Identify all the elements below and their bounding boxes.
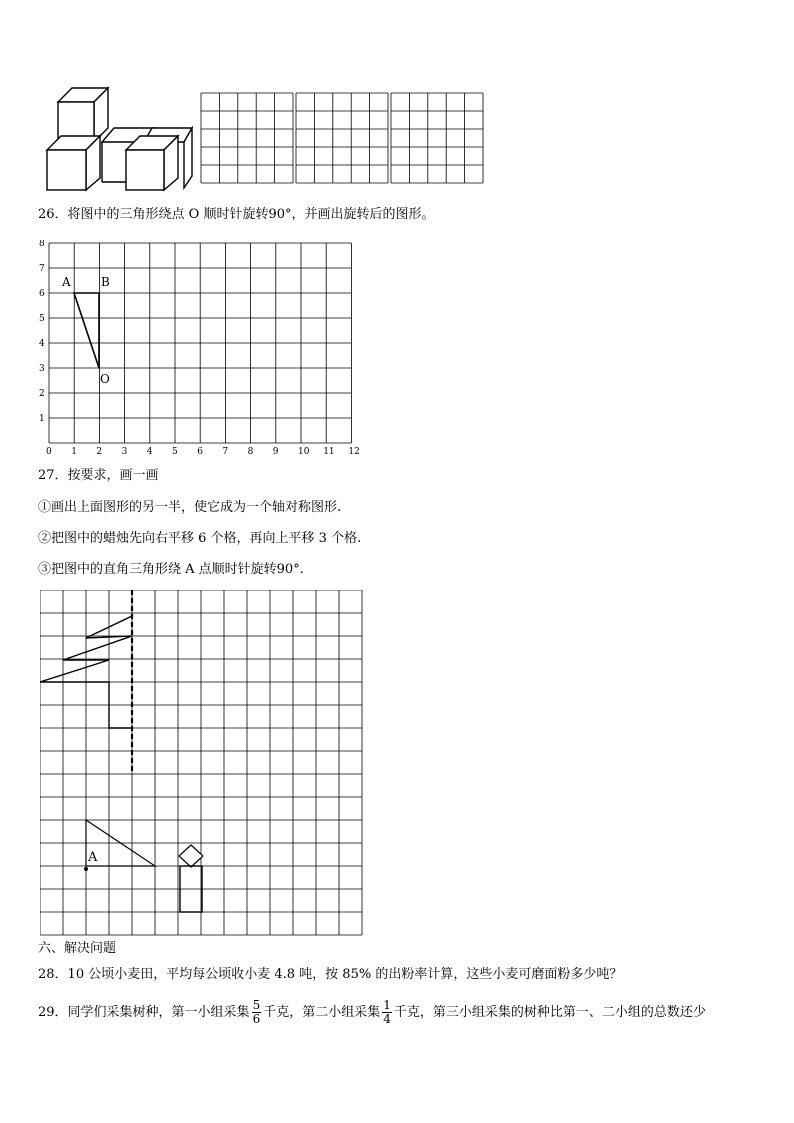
- question-text: 将图中的三角形绕点 O 顺时针旋转90°，并画出旋转后的图形。: [67, 207, 435, 222]
- question-number: 26．: [38, 207, 68, 222]
- point-a-label: A: [88, 850, 98, 865]
- q29-text-1: 同学们采集树种，第一小组采集: [67, 1005, 250, 1020]
- section-6-title: 六、解决问题: [38, 941, 117, 956]
- frac2-numerator: 1: [383, 998, 391, 1012]
- rotation-grid-26: [36, 240, 362, 456]
- y-tick-label: 6: [39, 289, 45, 299]
- y-tick-label: 4: [39, 339, 45, 349]
- x-tick-label: 11: [323, 447, 335, 456]
- x-tick-label: 0: [46, 447, 52, 456]
- x-tick-label: 8: [247, 447, 254, 456]
- point-o-label: O: [100, 372, 110, 386]
- x-tick-label: 7: [222, 447, 229, 456]
- q29-text-3: 千克，第三小组采集的树种比第一、二小组的总数还少: [393, 1005, 706, 1020]
- question-29: [38, 996, 706, 1030]
- question-26: [38, 207, 435, 223]
- empty-grids: [200, 92, 488, 186]
- y-tick-label: 3: [39, 364, 45, 374]
- triangle-abo: [74, 293, 99, 368]
- question-number: 29．: [38, 1005, 68, 1020]
- x-tick-label: 4: [146, 447, 153, 456]
- question-number: 27．: [38, 468, 68, 483]
- q27-item-2: ②把图中的蜡烛先向右平移 6 个格，再向上平移 3 个格.: [38, 531, 362, 546]
- y-tick-label: 8: [39, 240, 45, 249]
- point-a-dot: [84, 867, 88, 871]
- frac1-numerator: 5: [252, 998, 261, 1012]
- drawing-grid-27: [40, 590, 366, 938]
- x-tick-label: 2: [96, 447, 103, 456]
- cube-figure: [44, 86, 194, 194]
- point-a-label: A: [62, 275, 71, 289]
- question-28: [38, 967, 622, 983]
- q27-item-3: ③把图中的直角三角形绕 A 点顺时针旋转90°.: [38, 562, 304, 577]
- x-tick-label: 6: [197, 447, 203, 456]
- y-tick-label: 1: [39, 414, 45, 424]
- x-tick-label: 1: [71, 447, 77, 456]
- question-text: 按要求，画一画: [67, 468, 159, 483]
- point-b-label: B: [101, 275, 110, 289]
- question-27: [38, 468, 159, 484]
- question-text: 10 公顷小麦田，平均每公顷收小麦 4.8 吨，按 85% 的出粉率计算，这些小麦可磨面粉多少吨？: [67, 967, 623, 982]
- frac2-denominator: 4: [383, 1012, 391, 1026]
- candle-flame: [179, 845, 203, 867]
- frac1-denominator: 6: [252, 1012, 261, 1026]
- fraction-5-6: [252, 999, 262, 1026]
- y-tick-label: 2: [39, 389, 45, 399]
- x-tick-label: 12: [348, 447, 360, 456]
- fraction-1-4: [382, 999, 392, 1026]
- q29-text-2: 千克，第二小组采集: [263, 1005, 381, 1020]
- x-tick-label: 3: [121, 447, 128, 456]
- q27-item-1: ①画出上面图形的另一半，使它成为一个轴对称图形.: [38, 500, 342, 515]
- x-tick-label: 9: [272, 447, 279, 456]
- y-tick-label: 5: [39, 314, 45, 324]
- question-number: 28．: [38, 967, 68, 982]
- x-tick-label: 10: [298, 447, 310, 456]
- y-tick-label: 7: [39, 264, 45, 274]
- x-tick-label: 5: [172, 447, 178, 456]
